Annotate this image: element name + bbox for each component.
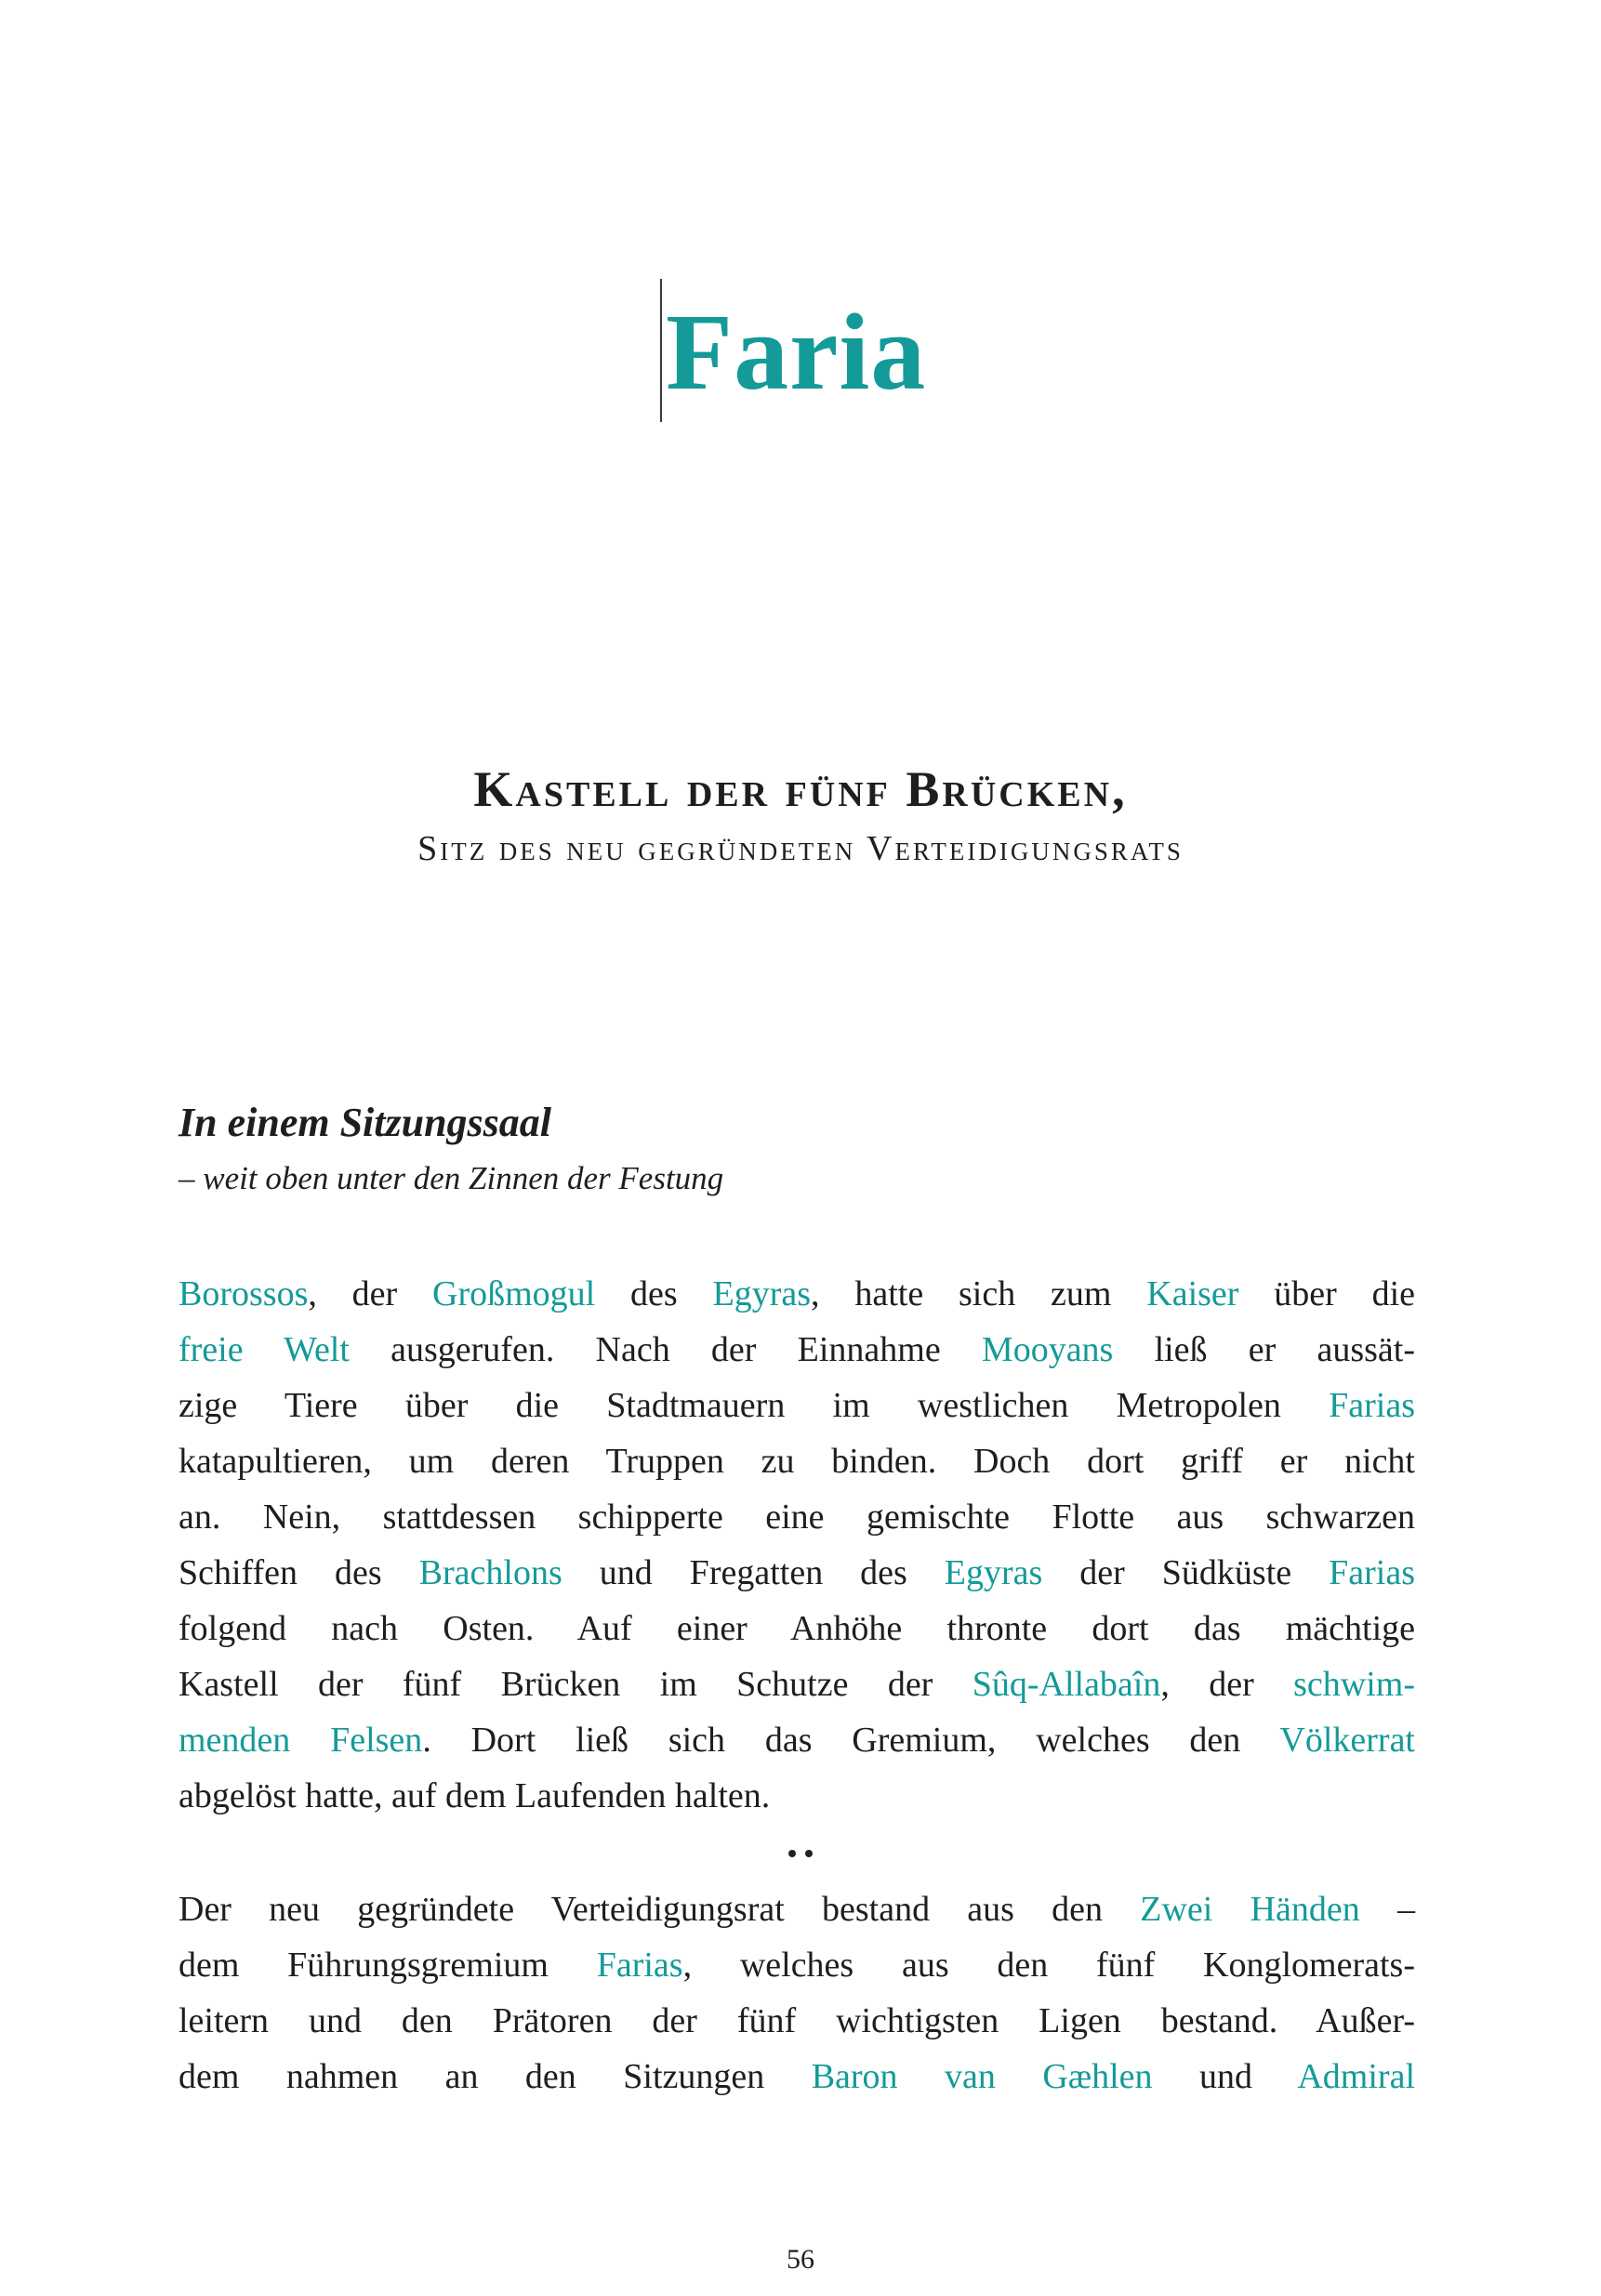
text-line: dem Führungsgremium Farias, welches aus den fünf Konglomerats- xyxy=(179,1946,1415,1985)
section-subtitle: Sitz des neu gegründeten Verteidigungsrats xyxy=(417,829,1184,868)
text-line: katapultieren, um deren Truppen zu binden. Doch dort griff er nicht xyxy=(179,1442,1415,1481)
text-line: abgelöst hatte, auf dem Laufenden halten. xyxy=(179,1776,771,1815)
text-line: leitern und den Prätoren der fünf wichtigsten Ligen bestand. Außer- xyxy=(179,2001,1415,2040)
page-number: 56 xyxy=(787,2244,814,2275)
text-line: Borossos, der Großmogul des Egyras, hatte sich zum Kaiser über die xyxy=(179,1274,1416,1313)
scene-subtitle: – weit oben unter den Zinnen der Festung xyxy=(179,1160,724,1196)
text-line: Schiffen des Brachlons und Fregatten des Egyras der Südküste Farias xyxy=(179,1553,1415,1592)
link-egyras[interactable]: Egyras xyxy=(944,1553,1043,1592)
text-line: zige Tiere über die Stadtmauern im westlichen Metropolen Farias xyxy=(179,1386,1415,1425)
divider-dot xyxy=(805,1850,813,1857)
scene-title: In einem Sitzungssaal xyxy=(179,1100,552,1145)
link-schwimmenden-felsen[interactable]: menden Felsen xyxy=(179,1721,423,1760)
link-farias[interactable]: Farias xyxy=(596,1946,683,1985)
link-farias[interactable]: Farias xyxy=(1329,1553,1415,1592)
link-kaiser[interactable]: Kaiser xyxy=(1146,1274,1239,1313)
text-cursor xyxy=(660,279,662,422)
divider-dot xyxy=(788,1850,796,1857)
paragraph-2 xyxy=(179,1881,1415,2105)
link-voelkerrat[interactable]: Völkerrat xyxy=(1279,1721,1415,1760)
link-freie-welt[interactable]: freie Welt xyxy=(179,1330,350,1369)
text-line: dem nahmen an den Sitzungen Baron van Gæhlen und Admiral xyxy=(179,2057,1415,2096)
text-line: freie Welt ausgerufen. Nach der Einnahme Mooyans ließ er aussät- xyxy=(179,1330,1415,1369)
link-schwimmenden-felsen[interactable]: schwim- xyxy=(1293,1665,1415,1704)
link-mooyans[interactable]: Mooyans xyxy=(981,1330,1114,1369)
text-line: Der neu gegründete Verteidigungsrat bestand aus den Zwei Händen – xyxy=(179,1890,1415,1929)
link-grossmogul[interactable]: Großmogul xyxy=(432,1274,596,1313)
section-title: Kastell der fünf Brücken, xyxy=(473,761,1128,817)
link-baron-van-gaehlen[interactable]: Baron van Gæhlen xyxy=(811,2057,1153,2096)
link-brachlons[interactable]: Brachlons xyxy=(418,1553,562,1592)
link-admiral[interactable]: Admiral xyxy=(1297,2057,1415,2096)
text-line: an. Nein, stattdessen schipperte eine gemischte Flotte aus schwarzen xyxy=(179,1498,1415,1537)
section-divider xyxy=(0,1846,1601,1861)
text-line: Kastell der fünf Brücken im Schutze der Sûq-Allabaîn, der schwim- xyxy=(179,1665,1415,1704)
link-borossos[interactable]: Borossos xyxy=(179,1274,309,1313)
link-suq-allabain[interactable]: Sûq-Allabaîn xyxy=(972,1665,1161,1704)
chapter-title: Faria xyxy=(666,291,927,413)
link-egyras[interactable]: Egyras xyxy=(712,1274,812,1313)
link-farias[interactable]: Farias xyxy=(1329,1386,1415,1425)
paragraph-1 xyxy=(179,1266,1415,1824)
text-line: menden Felsen. Dort ließ sich das Gremium, welches den Völkerrat xyxy=(179,1721,1415,1760)
text-line: folgend nach Osten. Auf einer Anhöhe thronte dort das mächtige xyxy=(179,1609,1415,1648)
link-zwei-haenden[interactable]: Zwei Händen xyxy=(1140,1890,1360,1929)
